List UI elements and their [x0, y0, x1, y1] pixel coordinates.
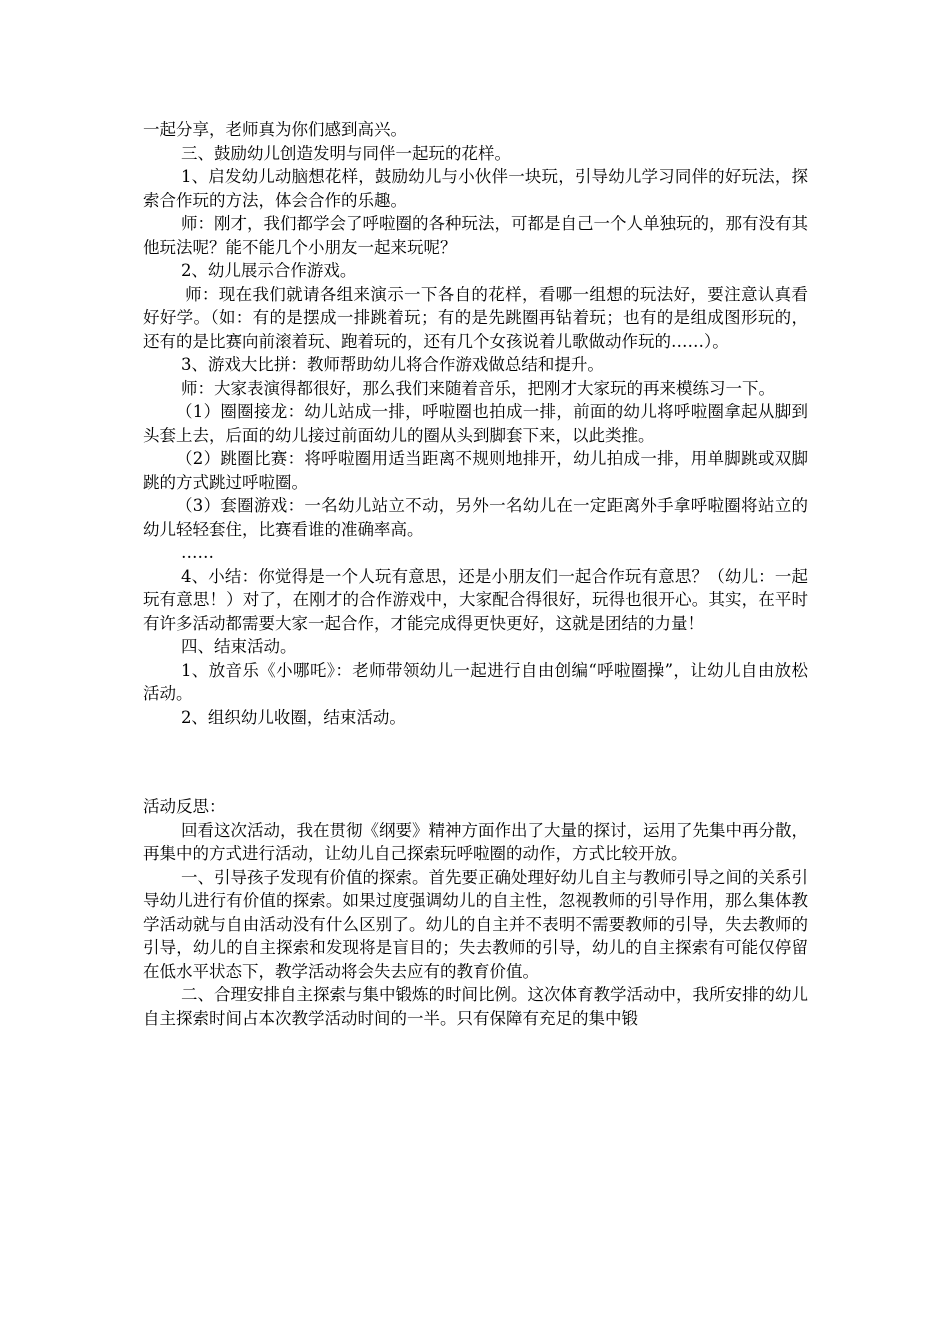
paragraph-11: （3）套圈游戏：一名幼儿站立不动，另外一名幼儿在一定距离外手拿呼啦圈将站立的幼儿轻轻套住，比赛看谁的准确率高。	[143, 496, 808, 539]
document-page	[143, 118, 808, 1030]
reflection-heading: 活动反思：	[143, 797, 226, 816]
reflection-paragraph-3: 二、合理安排自主探索与集中锻炼的时间比例。这次体育教学活动中，我所安排的幼儿自主探索时间占本次教学活动时间的一半。只有保障有充足的集中锻	[143, 985, 808, 1028]
paragraph-3: 1、启发幼儿动脑想花样，鼓励幼儿与小伙伴一块玩，引导幼儿学习同伴的好玩法，探索合作玩的方法，体会合作的乐趣。	[143, 167, 808, 210]
paragraph-7: 3、游戏大比拼：教师帮助幼儿将合作游戏做总结和提升。	[180, 355, 604, 374]
reflection-paragraph-1: 回看这次活动，我在贯彻《纲要》精神方面作出了大量的探讨，运用了先集中再分散，再集中的方式进行活动，让幼儿自己探索玩呼啦圈的动作，方式比较开放。	[143, 820, 808, 863]
section-heading-4: 四、结束活动。	[180, 637, 297, 656]
section-heading-3: 三、鼓励幼儿创造发明与同伴一起玩的花样。	[180, 143, 511, 163]
paragraph-10: （2）跳圈比赛：将呼啦圈用适当距离不规则地排开，幼儿拍成一排，用单脚跳或双脚跳的方式跳过呼啦圈。	[143, 449, 808, 492]
paragraph-1: 一起分享，老师真为你们感到高兴。	[143, 120, 407, 139]
paragraph-9: （1）圈圈接龙：幼儿站成一排，呼啦圈也拍成一排，前面的幼儿将呼啦圈拿起从脚到头套上去，后面的幼儿接过前面幼儿的圈从头到脚套下来，以此类推。	[143, 402, 808, 445]
paragraph-4: 师：刚才，我们都学会了呼啦圈的各种玩法，可都是自己一个人单独玩的，那有没有其他玩法呢？能不能几个小朋友一起来玩呢？	[143, 214, 808, 257]
paragraph-16: 2、组织幼儿收圈，结束活动。	[180, 707, 406, 727]
paragraph-15: 1、放音乐《小哪吒》：老师带领幼儿一起进行自由创编“呼啦圈操”，让幼儿自由放松活动。	[143, 660, 808, 703]
ellipsis-line: ……	[180, 543, 214, 562]
paragraph-6: 师：现在我们就请各组来演示一下各自的花样，看哪一组想的玩法好，要注意认真看好好学。（如：有的是摆成一排跳着玩；有的是先跳圈再钻着玩；也有的是组成图形玩的，还有的是比赛向前滚着玩、跑着玩的，还有几个女孩说着儿歌做动作玩的……）。	[143, 284, 808, 351]
section-gap	[143, 729, 808, 795]
paragraph-8: 师：大家表演得都很好，那么我们来随着音乐，把刚才大家玩的再来模练习一下。	[180, 378, 775, 398]
paragraph-5: 2、幼儿展示合作游戏。	[180, 261, 357, 280]
reflection-paragraph-2: 一、引导孩子发现有价值的探索。首先要正确处理好幼儿自主与教师引导之间的关系引导幼儿进行有价值的探索。如果过度强调幼儿的自主性，忽视教师的引导作用，那么集体教学活动就与自由活动没有什么区别了。幼儿的自主并不表明不需要教师的引导，失去教师的引导，幼儿的自主探索和发现将是盲目的；失去教师的引导，幼儿的自主探索有可能仅停留在低水平状态下，教学活动将会失去应有的教育价值。	[143, 867, 808, 981]
paragraph-13: 4、小结：你觉得是一个人玩有意思，还是小朋友们一起合作玩有意思？（幼儿：一起玩有意思！）对了，在刚才的合作游戏中，大家配合得很好，玩得也很开心。其实，在平时有许多活动都需要大家一起合作，才能完成得更快更好，这就是团结的力量！	[143, 566, 808, 633]
